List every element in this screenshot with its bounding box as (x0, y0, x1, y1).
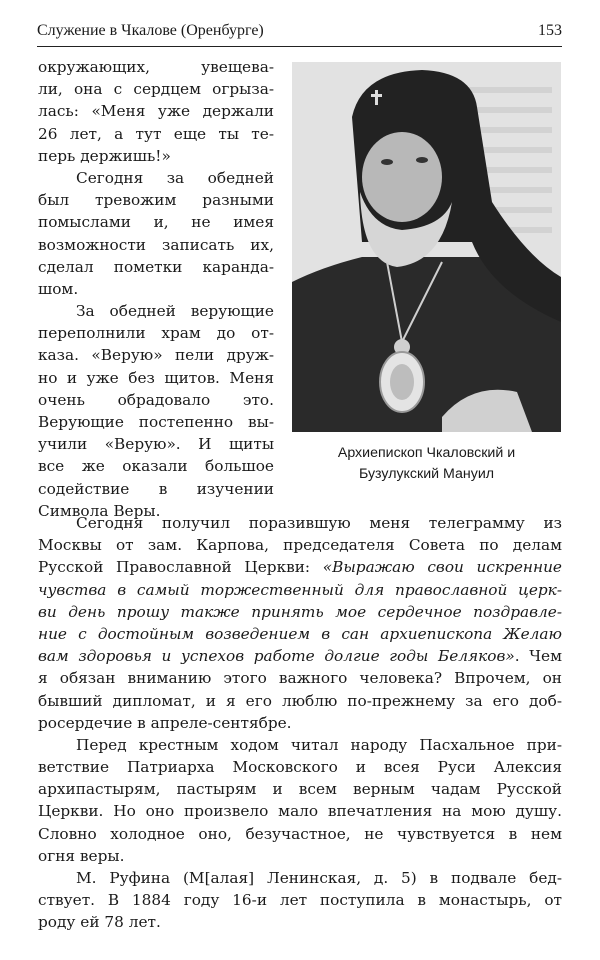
italic-quote-text: вам здоровья и успехов работе долгие годы Беляков» (38, 647, 515, 666)
text-line (38, 823, 562, 845)
text-line (38, 623, 562, 645)
text-line (38, 512, 562, 534)
text-segment: Москвы от зам. Карпова, председателя Совета по делам (38, 536, 562, 555)
italic-quote-text: ви день прошу также принять мое сердечное поздравле- (38, 602, 562, 621)
text-segment: Церкви. Но оно произвело мало впечатления на мою душу. (38, 802, 562, 821)
text-line (38, 845, 562, 867)
text-segment: Перед крестным ходом читал народу Пасхальное при- (76, 735, 562, 754)
text-segment: я обязан вниманию этого важного человека? Впрочем, он (38, 669, 562, 688)
text-line: очень обрадовало это. (38, 390, 274, 409)
photo-caption (292, 443, 561, 485)
running-header (37, 20, 562, 47)
text-line (38, 867, 562, 889)
text-segment: архипастырям, пастырям и всем верным чадам Русской (38, 780, 562, 799)
text-segment: роду ей 78 лет. (38, 913, 161, 932)
text-segment: ствует. В 1884 году 16-и лет поступила в монастырь, от (38, 891, 562, 910)
text-line: но и уже без щитов. Меня (38, 368, 274, 387)
text-line (38, 534, 562, 556)
caption-line-2: Бузулукский Мануил (358, 466, 495, 482)
text-line (38, 911, 562, 933)
text-line: лась: «Меня уже держали (38, 102, 274, 121)
text-line: шом. (38, 279, 79, 298)
text-line (38, 778, 562, 800)
italic-quote-text: чувства в самый торжественный для православной церк- (38, 580, 562, 599)
text-line (38, 556, 562, 578)
text-line: 26 лет, а тут еще ты те- (38, 124, 274, 143)
text-line: Верующие постепенно вы- (38, 413, 274, 431)
text-segment: ветствие Патриарха Московского и всея Руси Алексия (38, 758, 562, 777)
text-line (38, 690, 562, 712)
text-line: возможности записать их, (38, 235, 274, 254)
text-segment: Словно холодное оно, безучастное, не чувствуется в нем (38, 824, 562, 843)
text-line: был тревожим разными (38, 191, 274, 210)
text-line: каза. «Верую» пели друж- (38, 346, 274, 365)
text-line (38, 667, 562, 689)
text-line: Символа Веры. (38, 501, 161, 520)
narrow-text-column (38, 56, 274, 522)
text-segment: М. Руфина (М[алая] Ленинская, д. 5) в подвале бед- (76, 869, 562, 887)
italic-quote-text: «Выражаю свои искренние (322, 558, 562, 577)
text-line (38, 579, 562, 601)
text-line: перь держишь!» (38, 146, 171, 165)
text-line (38, 645, 562, 667)
text-segment: . Чем (514, 647, 563, 666)
text-line (38, 756, 562, 778)
italic-quote-text: ние с достойным возведением в сан архиепископа Желаю (38, 624, 562, 643)
text-segment: огня веры. (38, 846, 125, 865)
text-line: сделал пометки каранда- (38, 257, 274, 276)
text-line: окружающих, увещева- (38, 58, 274, 76)
text-line: все же оказали большое (38, 457, 274, 476)
text-line: содействие в изучении (38, 479, 274, 498)
text-segment: Русской Православной Церкви: (38, 558, 323, 577)
text-line (38, 889, 562, 911)
text-line (38, 601, 562, 623)
running-title: Служение в Чкалове (Оренбурге) (37, 22, 264, 39)
text-segment: росердечие в апреле-сентябре. (38, 713, 292, 732)
text-line: переполнили храм до от- (38, 324, 274, 343)
text-line (38, 712, 562, 734)
text-line: Сегодня за обедней (76, 168, 274, 187)
text-segment: Сегодня получил поразившую меня телеграмму из (76, 514, 562, 532)
page-number: 153 (538, 22, 562, 39)
portrait-photo (292, 62, 561, 432)
text-line: ли, она с сердцем огрыза- (38, 80, 274, 99)
text-line: За обедней верующие (76, 302, 274, 321)
text-line: учили «Верую». И щиты (38, 435, 274, 454)
caption-line-1: Архиепископ Чкаловский и (337, 445, 516, 461)
full-width-text (38, 512, 562, 934)
portrait-illustration (292, 62, 561, 432)
text-line: помыслами и, не имея (38, 213, 274, 232)
text-line (38, 734, 562, 756)
text-line (38, 800, 562, 822)
text-segment: бывший дипломат, и я его люблю по-прежнему за его доб- (38, 691, 562, 710)
